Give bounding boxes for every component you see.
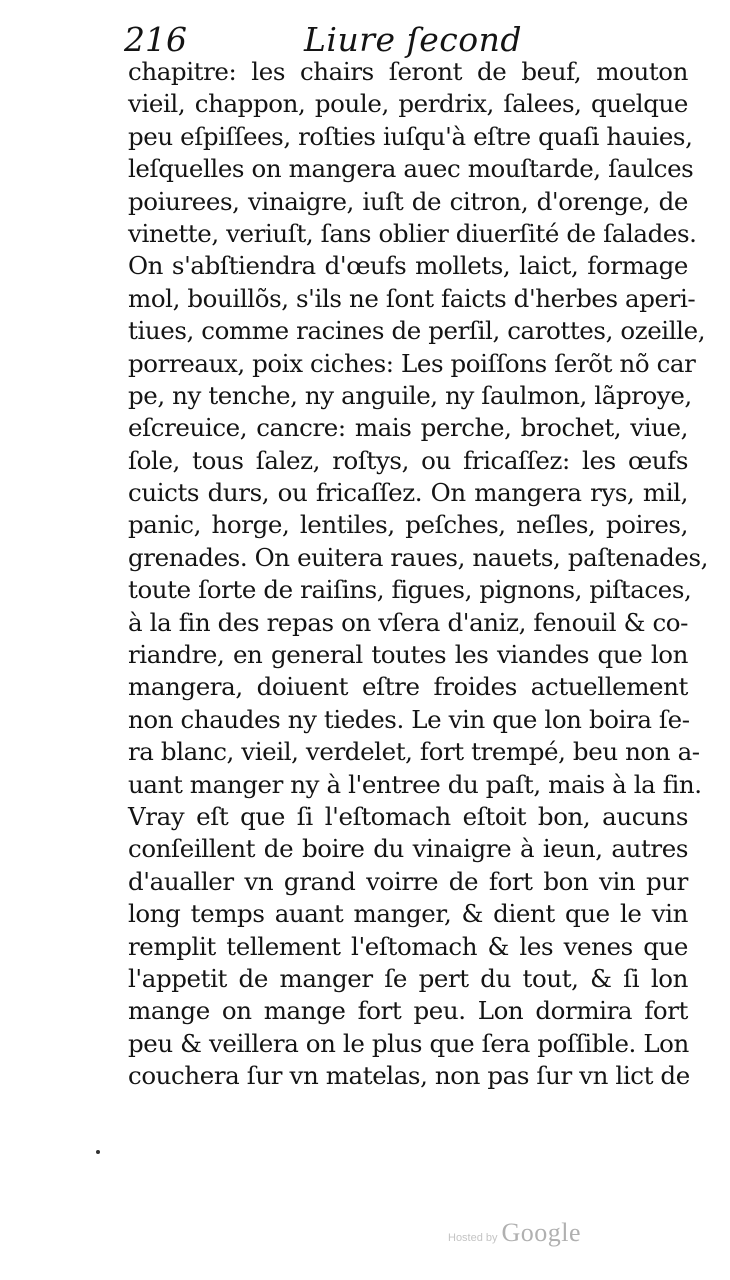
text-line: vieil, chappon, poule, perdrix, ſalees, quelque — [128, 89, 688, 119]
text-line: eſcreuice, cancre: mais perche, brochet, viue, — [128, 413, 688, 443]
body-text — [128, 56, 709, 1093]
running-head: Liure ſecond — [304, 20, 522, 59]
text-line: cuicts durs, ou fricaſſez. On mangera rys, mil, — [128, 478, 688, 508]
text-line: peu eſpiſſees, roſties iuſqu'à eſtre quaſi hauies, — [128, 121, 693, 151]
text-line: ſole, tous ſalez, roſtys, ou fricaſſez: les œufs — [128, 445, 688, 475]
text-line: Vray eſt que ſi l'eſtomach eſtoit bon, aucuns — [128, 801, 688, 831]
text-line: mangera, doiuent eſtre froides actuellement — [128, 672, 688, 702]
text-line: remplit tellement l'eſtomach & les venes que — [128, 931, 688, 961]
text-line: couchera ſur vn matelas, non pas ſur vn lict de — [128, 1061, 690, 1091]
text-line: vinette, veriuſt, ſans oblier diuerſité de ſalades. — [128, 218, 697, 248]
text-line: non chaudes ny tiedes. Le vin que lon boira ſe- — [128, 704, 690, 734]
text-line: chapitre: les chairs ſeront de beuf, mouton — [128, 57, 688, 86]
text-line: On s'abſtiendra d'œufs mollets, laict, formage — [128, 251, 688, 281]
text-line: grenades. On euitera raues, nauets, paſtenades, — [128, 542, 709, 572]
text-line: long temps auant manger, & dient que le vin — [128, 899, 688, 929]
google-logo: Google — [501, 1218, 582, 1247]
text-line: poiurees, vinaigre, iuſt de citron, d'orenge, de — [128, 186, 688, 216]
text-line: ra blanc, vieil, verdelet, fort trempé, beu non a- — [128, 737, 700, 767]
text-line: mange on mange fort peu. Lon dormira fort — [128, 996, 688, 1026]
watermark-prefix: Hosted by — [448, 1232, 498, 1244]
text-line: tiues, comme racines de perſil, carottes, ozeille, — [128, 316, 706, 346]
watermark — [448, 1218, 581, 1252]
text-line: porreaux, poix ciches: Les poiſſons ſerõt nõ car — [128, 348, 696, 378]
text-line: uant manger ny à l'entree du paſt, mais à la fin. — [128, 769, 702, 799]
page-number: 216 — [124, 20, 187, 59]
text-line: mol, bouillõs, s'ils ne ſont faicts d'herbes aperi- — [128, 283, 696, 313]
text-line: riandre, en general toutes les viandes que lon — [128, 640, 688, 670]
text-line: à la fin des repas on vſera d'aniz, fenouil & co- — [128, 607, 688, 637]
text-line: leſquelles on mangera auec mouſtarde, ſaulces — [128, 154, 694, 184]
text-line: toute ſorte de raiſins, figues, pignons, piſtaces, — [128, 575, 692, 605]
text-line: l'appetit de manger ſe pert du tout, & ſi lon — [128, 963, 688, 993]
text-line: conſeillent de boire du vinaigre à ieun, autres — [128, 834, 688, 864]
text-line: pe, ny tenche, ny anguile, ny ſaulmon, lãproye, — [128, 380, 692, 410]
ink-speck — [96, 1150, 100, 1154]
text-line: d'aualler vn grand voirre de fort bon vin pur — [128, 866, 688, 896]
text-line: panic, horge, lentiles, peſches, neſles, poires, — [128, 510, 688, 540]
text-line: peu & veillera on le plus que ſera poſſible. Lon — [128, 1028, 689, 1058]
